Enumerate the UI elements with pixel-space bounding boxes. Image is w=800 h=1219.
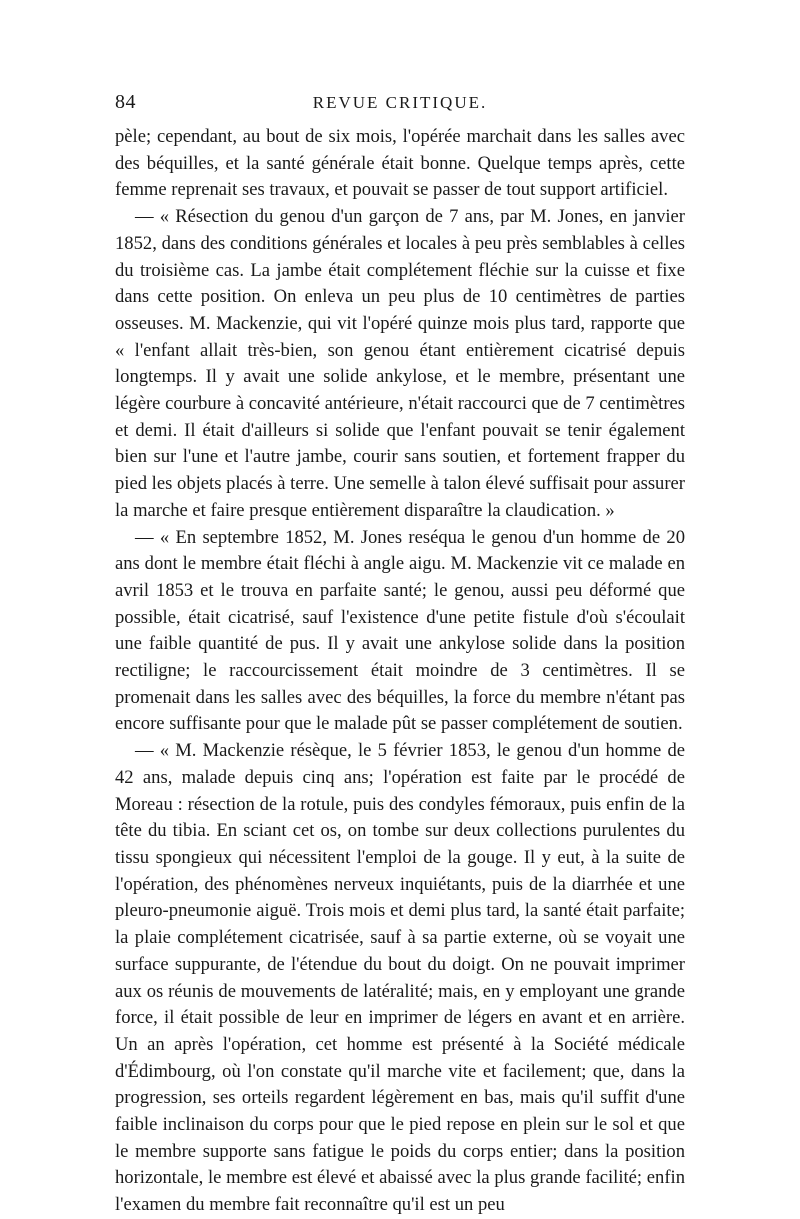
page-header <box>115 91 685 117</box>
paragraph-mackenzie-1853: — « M. Mackenzie résèque, le 5 février 1853, le genou d'un homme de 42 ans, malade depuis cinq ans; l'opération est faite par le procédé de Moreau : résection de la rotule, puis des condyles fémoraux, puis enfin de la tête du tibia. En sciant cet os, on tombe sur deux collections purulentes du tissu spongieux qui nécessitent l'emploi de la gouge. Il y eut, à la suite de l'opération, des phénomènes nerveux inquiétants, puis de la diarrhée et une pleuro-pneumonie aiguë. Trois mois et demi plus tard, la santé était parfaite; la plaie complétement cicatrisée, sauf à sa partie externe, où se voyait une surface suppurante, de l'étendue du bout du doigt. On ne pouvait imprimer aux os réunis de mouvements de latéralité; mais, en y employant une grande force, il était possible de leur en imprimer de légers en avant et en arrière. Un an après l'opération, cet homme est présenté à la Société médicale d'Édimbourg, où l'on constate qu'il marche vite et facilement; que, dans la progression, ses orteils regardent légèrement en bas, mais qu'il suffit d'une faible inclinaison du corps pour que le pied repose en plein sur le sol et que le membre supporte sans fatigue le poids du corps entier; dans la position horizontale, le membre est élevé et abaissé avec la plus grande facilité; enfin l'examen du membre fait reconnaître qu'il est un peu <box>115 740 685 1216</box>
running-title: REVUE CRITIQUE. <box>312 93 488 112</box>
page-number: 84 <box>115 91 136 113</box>
paragraph-jones-1852-january: — « Résection du genou d'un garçon de 7 ans, par M. Jones, en janvier 1852, dans des conditions générales et locales à peu près semblables à celles du troisième cas. La jambe était complétement fléchie sur la cuisse et fixe dans cette position. On enleva un peu plus de 10 centimètres de parties osseuses. M. Mackenzie, qui vit l'opéré quinze mois plus tard, rapporte que « l'enfant allait très-bien, son genou étant entièrement cicatrisé depuis longtemps. Il y avait une solide ankylose, et le membre, présentant une légère courbure à concavité antérieure, n'était raccourci que de 7 centimètres et demi. Il était d'ailleurs si solide que l'enfant pouvait se tenir également bien sur l'une et l'autre jambe, courir sans soutien, et fortement frapper du pied les objets placés à terre. Une semelle à talon élevé suffisait pour assurer la marche et faire presque entièrement disparaître la claudication. » <box>115 206 685 521</box>
paragraph-jones-1852-september: — « En septembre 1852, M. Jones reséqua le genou d'un homme de 20 ans dont le membre était fléchi à angle aigu. M. Mackenzie vit ce malade en avril 1853 et le trouva en parfaite santé; le genou, aussi peu déformé que possible, était cicatrisé, sauf l'existence d'une petite fistule d'où s'écoulait une faible quantité de pus. Il y avait une ankylose solide dans la position rectiligne; le raccourcissement était moindre de 3 centimètres. Il se promenait dans les salles avec des béquilles, la force du membre n'étant pas encore suffisante pour que le malade pût se passer complétement de soutien. <box>115 526 685 735</box>
paragraph-continuation: pèle; cependant, au bout de six mois, l'opérée marchait dans les salles avec des béquilles, et la santé générale était bonne. Quelque temps après, cette femme reprenait ses travaux, et pouvait se passer de tout support artificiel. <box>115 126 685 201</box>
body-text <box>115 124 685 1219</box>
